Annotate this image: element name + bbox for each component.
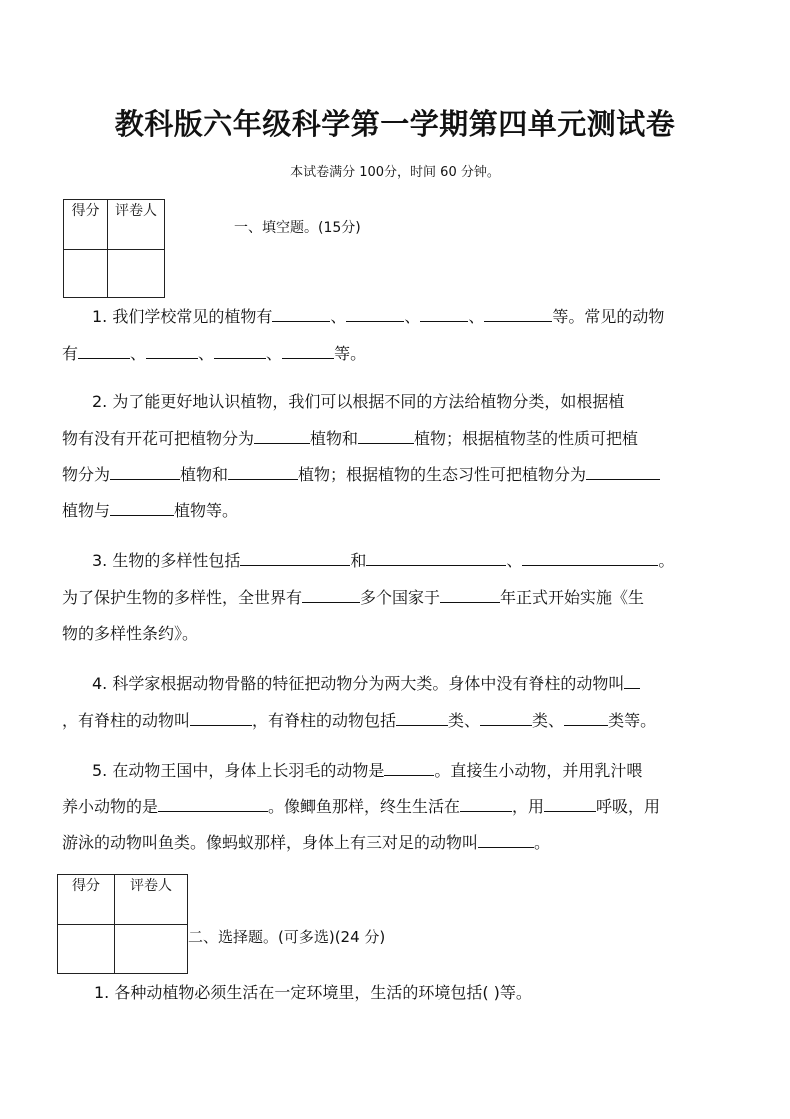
answer-blank[interactable] xyxy=(240,551,350,566)
answer-blank[interactable] xyxy=(420,307,468,322)
answer-blank[interactable] xyxy=(158,797,268,812)
q2-line1: 2. 为了能更好地认识植物，我们可以根据不同的方法给植物分类，如根据植 xyxy=(92,392,625,411)
q5-line3: 游泳的动物叫鱼类。像蚂蚁那样，身体上有三对足的动物叫 。 xyxy=(62,833,551,852)
answer-blank[interactable] xyxy=(478,833,534,848)
answer-blank[interactable] xyxy=(110,501,174,516)
score-box-1 xyxy=(63,199,165,298)
score-cell[interactable] xyxy=(64,250,108,298)
q3-line2: 为了保护生物的多样性，全世界有 多个国家于 年正式开始实施《生 xyxy=(62,588,645,607)
grader-header: 评卷人 xyxy=(108,200,165,250)
section-multiple-choice: 二、选择题。(可多选)(24 分) xyxy=(188,928,386,946)
answer-blank[interactable] xyxy=(110,465,180,480)
q2-line2: 物有没有开花可把植物分为 植物和 植物；根据植物茎的性质可把植 xyxy=(62,429,639,448)
score-header: 得分 xyxy=(64,200,108,250)
q2-line4: 植物与 植物等。 xyxy=(62,501,239,520)
answer-blank[interactable] xyxy=(440,588,500,603)
answer-blank[interactable] xyxy=(484,307,552,322)
answer-blank[interactable] xyxy=(624,674,640,689)
answer-blank[interactable] xyxy=(480,711,532,726)
mc-question-1: 1. 各种动植物必须生活在一定环境里，生活的环境包括( )等。 xyxy=(94,983,532,1002)
q4-line1: 4. 科学家根据动物骨骼的特征把动物分为两大类。身体中没有脊柱的动物叫 xyxy=(92,671,640,694)
answer-blank[interactable] xyxy=(358,429,414,444)
answer-blank[interactable] xyxy=(366,551,506,566)
answer-blank[interactable] xyxy=(272,307,330,322)
answer-blank[interactable] xyxy=(346,307,404,322)
answer-blank[interactable] xyxy=(146,344,198,359)
grader-header: 评卷人 xyxy=(115,875,188,925)
grader-cell[interactable] xyxy=(108,250,165,298)
q5-line1: 5. 在动物王国中，身体上长羽毛的动物是 。直接生小动物，并用乳汁喂 xyxy=(92,761,643,780)
answer-blank[interactable] xyxy=(544,797,596,812)
answer-blank[interactable] xyxy=(460,797,512,812)
q3-line1: 3. 生物的多样性包括 和 、 。 xyxy=(92,551,675,570)
answer-blank[interactable] xyxy=(214,344,266,359)
answer-blank[interactable] xyxy=(564,711,608,726)
exam-info: 本试卷满分 100分，时间 60 分钟。 xyxy=(290,165,500,180)
answer-blank[interactable] xyxy=(228,465,298,480)
page-title: 教科版六年级科学第一学期第四单元测试卷 xyxy=(114,107,676,141)
score-cell[interactable] xyxy=(58,925,115,974)
q1-line2: 有 、 、 、 等。 xyxy=(62,344,367,363)
answer-blank[interactable] xyxy=(522,551,658,566)
q1-line1: 1. 我们学校常见的植物有 、 、 、 等。常见的动物 xyxy=(92,307,665,326)
section-fill-in: 一、填空题。(15分) xyxy=(234,220,361,236)
answer-blank[interactable] xyxy=(302,588,360,603)
answer-blank[interactable] xyxy=(586,465,660,480)
answer-blank[interactable] xyxy=(396,711,448,726)
q2-line3: 物分为 植物和 植物；根据植物的生态习性可把植物分为 xyxy=(62,462,660,485)
q5-line2: 养小动物的是 。像鲫鱼那样，终生生活在 ，用 呼吸，用 xyxy=(62,797,661,816)
answer-blank[interactable] xyxy=(78,344,130,359)
answer-blank[interactable] xyxy=(190,711,252,726)
score-header: 得分 xyxy=(58,875,115,925)
answer-blank[interactable] xyxy=(384,761,434,776)
q4-line2: ，有脊柱的动物叫 ，有脊柱的动物包括 类、 类、 类等。 xyxy=(62,711,657,730)
score-box-2 xyxy=(57,874,188,974)
answer-blank[interactable] xyxy=(282,344,334,359)
grader-cell[interactable] xyxy=(115,925,188,974)
answer-blank[interactable] xyxy=(254,429,310,444)
q3-line3: 物的多样性条约》。 xyxy=(62,624,199,643)
